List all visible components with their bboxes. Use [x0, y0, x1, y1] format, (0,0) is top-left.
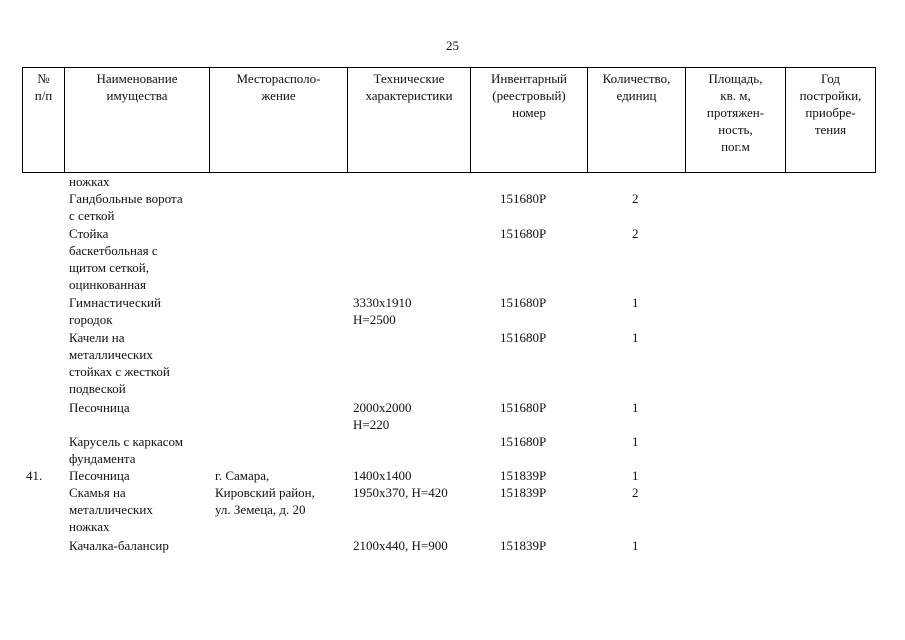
cell-inventory: 151839Р [500, 485, 547, 500]
column-header-number: № п/п [23, 68, 65, 172]
cell-inventory: 151839Р [500, 538, 547, 553]
cell-name: Качели на металлических стойках с жесткой подвеской [69, 330, 170, 396]
cell-name: Качалка-балансир [69, 538, 169, 553]
cell-location: Кировский район, ул. Земеца, д. 20 [215, 485, 315, 517]
cell-name: Песочница [69, 468, 130, 483]
cell-tech: 3330х1910 Н=2500 [353, 295, 412, 327]
cell-name: Песочница [69, 400, 130, 415]
cell-name: Скамья на металлических ножках [69, 485, 153, 534]
table-header [22, 67, 876, 173]
cell-quantity: 1 [632, 400, 639, 415]
cell-name: Карусель с каркасом фундамента [69, 434, 184, 466]
column-header-name: Наименование имущества [65, 68, 210, 172]
cell-inventory: 151680Р [500, 191, 547, 206]
cell-inventory: 151680Р [500, 226, 547, 241]
cell-inventory: 151680Р [500, 400, 547, 415]
cell-name: Гандбольные ворота с сеткой [69, 191, 183, 223]
cell-inventory: 151680Р [500, 330, 547, 345]
column-header-quantity: Количество, единиц [588, 68, 686, 172]
column-header-location: Месторасполо- жение [210, 68, 348, 172]
cell-quantity: 1 [632, 330, 639, 345]
cell-inventory: 151680Р [500, 295, 547, 310]
page-number: 25 [446, 38, 459, 53]
cell-quantity: 2 [632, 226, 639, 241]
cell-tech: 2000х2000 Н=220 [353, 400, 412, 432]
cell-tech: 1950х370, Н=420 [353, 485, 448, 500]
cell-name: Гимнастический городок [69, 295, 161, 327]
cell-number: 41. [26, 468, 43, 483]
cell-quantity: 1 [632, 468, 639, 483]
column-header-area: Площадь, кв. м, протяжен- ность, пог.м [686, 68, 786, 172]
cell-quantity: 1 [632, 295, 639, 310]
cell-location: г. Самара, [215, 468, 270, 483]
column-header-year: Год постройки, приобре- тения [799, 71, 862, 137]
cell-tech: 1400х1400 [353, 468, 412, 483]
cell-inventory: 151839Р [500, 468, 547, 483]
cell-name: Стойка баскетбольная с щитом сеткой, оцинкованная [69, 226, 158, 292]
cell-quantity: 1 [632, 538, 639, 553]
cell-tech: 2100х440, Н=900 [353, 538, 448, 553]
cell-name: ножках [69, 174, 110, 189]
cell-inventory: 151680Р [500, 434, 547, 449]
cell-quantity: 2 [632, 191, 639, 206]
column-header-tech: Технические характеристики [348, 68, 471, 172]
column-header-inventory: Инвентарный (реестровый) номер [471, 68, 588, 172]
cell-quantity: 2 [632, 485, 639, 500]
cell-quantity: 1 [632, 434, 639, 449]
